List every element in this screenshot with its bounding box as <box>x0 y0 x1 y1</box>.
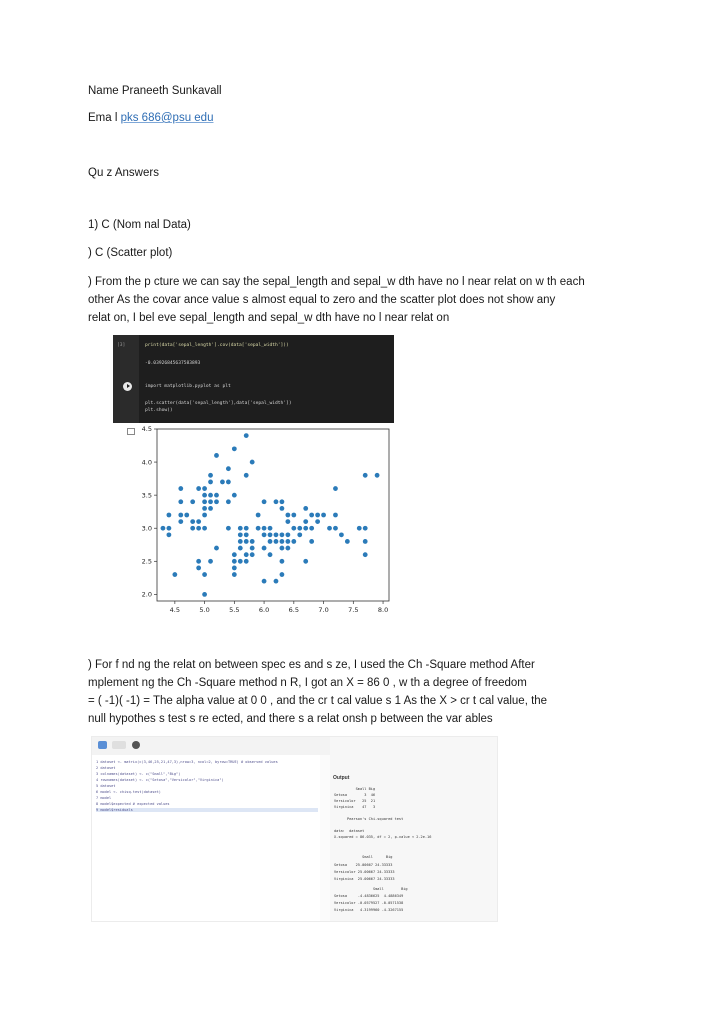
scatter-point <box>190 499 195 504</box>
output-line: Setosa -4.4836625 4.4886349 <box>334 894 404 898</box>
rstudio-screenshot <box>91 736 498 922</box>
scatter-point <box>232 446 237 451</box>
scatter-point <box>280 559 285 564</box>
x-tick-label: 7.0 <box>318 606 329 614</box>
scatter-point <box>262 579 267 584</box>
scatter-point <box>190 526 195 531</box>
scatter-point <box>226 480 231 485</box>
scatter-point <box>196 526 201 531</box>
scatter-point <box>375 473 380 478</box>
scatter-point <box>303 506 308 511</box>
scatter-point <box>363 539 368 544</box>
answer-4 <box>88 656 628 728</box>
scatter-point <box>268 526 273 531</box>
scatter-point <box>280 539 285 544</box>
scatter-point <box>238 559 243 564</box>
answer-2: ) C (Scatter plot) <box>88 247 173 259</box>
scatter-point <box>226 499 231 504</box>
scatter-point <box>202 526 207 531</box>
y-tick-label: 3.5 <box>141 491 152 500</box>
scatter-point <box>166 513 171 518</box>
scatter-point <box>232 572 237 577</box>
scatter-point <box>244 559 249 564</box>
code-cell-1[interactable] <box>113 335 394 377</box>
scatter-point <box>250 460 255 465</box>
answer-3 <box>88 273 628 327</box>
scatter-point <box>285 539 290 544</box>
scatter-point <box>244 552 249 557</box>
scatter-point <box>291 513 296 518</box>
y-tick-label: 4.5 <box>141 425 152 434</box>
email-label: Ema l <box>88 112 121 124</box>
scatter-point <box>256 526 261 531</box>
scatter-point <box>202 513 207 518</box>
output-line: Small Big <box>334 787 376 791</box>
dropdown-icon[interactable] <box>112 741 126 749</box>
scatter-point <box>274 532 279 537</box>
scatter-point <box>214 453 219 458</box>
code-line: 2 dataset <box>96 766 116 770</box>
scatter-point <box>232 566 237 571</box>
code-line: 9 model$residuals <box>96 808 318 812</box>
output-line: Setosa 25.00667 24.33333 <box>334 863 393 867</box>
scatter-point <box>285 513 290 518</box>
answer-1: 1) C (Nom nal Data) <box>88 219 191 231</box>
code-cell-2[interactable] <box>113 377 394 423</box>
scatter-point <box>238 532 243 537</box>
output-line: Small Big <box>334 855 393 859</box>
answer-3-line: ) From the p cture we can say the sepal_length and sepal_w dth have no l near relat on w th each <box>88 276 585 288</box>
scatter-point <box>202 572 207 577</box>
scatter-point <box>274 579 279 584</box>
output-panel <box>330 737 497 921</box>
scatter-point <box>244 539 249 544</box>
scatter-point <box>244 532 249 537</box>
output-line: Virginica 4.3199960 -4.3267155 <box>334 908 404 912</box>
email-link[interactable]: pks 686@psu edu <box>120 112 214 124</box>
scatter-point <box>202 499 207 504</box>
output-line: Versicolor 25 21 <box>334 799 376 803</box>
section-title: Qu z Answers <box>88 167 159 179</box>
scatter-point <box>238 526 243 531</box>
scatter-point <box>303 559 308 564</box>
output-line: Virginica 25.00667 24.33333 <box>334 877 395 881</box>
email-line <box>88 112 213 124</box>
scatter-point <box>285 532 290 537</box>
scatter-point <box>268 552 273 557</box>
scatter-point <box>250 552 255 557</box>
output-line: Virginica 47 3 <box>334 805 376 809</box>
scatter-point <box>226 526 231 531</box>
x-tick-label: 7.5 <box>348 606 359 614</box>
info-icon[interactable] <box>132 741 140 749</box>
scatter-point <box>327 526 332 531</box>
scatter-point <box>262 526 267 531</box>
output-line: Setosa 3 46 <box>334 793 376 797</box>
scatter-point <box>244 433 249 438</box>
cell-number: [3] <box>117 343 126 348</box>
y-tick-label: 3.0 <box>141 524 152 533</box>
scatter-point <box>184 513 189 518</box>
scatter-point <box>196 519 201 524</box>
y-tick-label: 4.0 <box>141 458 152 467</box>
scatter-point <box>232 552 237 557</box>
scatter-point <box>280 572 285 577</box>
scatter-point <box>166 532 171 537</box>
scatter-point <box>202 506 207 511</box>
scatter-point <box>244 526 249 531</box>
scatter-point <box>178 513 183 518</box>
scatter-point <box>208 559 213 564</box>
scatter-point <box>208 480 213 485</box>
code-editor[interactable] <box>92 755 320 921</box>
scatter-point <box>232 493 237 498</box>
scatter-point <box>250 546 255 551</box>
y-tick-label: 2.5 <box>141 557 152 566</box>
scatter-point <box>196 566 201 571</box>
scatter-point <box>262 499 267 504</box>
cell-2-line-2: plt.scatter(data['sepal_length'],data['sepal_width']) <box>145 401 292 406</box>
code-line: 3 colnames(dataset) <- c("Small","Big") <box>96 772 181 776</box>
scatter-point <box>226 466 231 471</box>
scatter-point <box>244 473 249 478</box>
scatter-point <box>268 532 273 537</box>
output-title: Output <box>333 775 350 781</box>
scatter-point <box>357 526 362 531</box>
scatter-point <box>280 499 285 504</box>
scatter-point <box>339 532 344 537</box>
scatter-point <box>178 519 183 524</box>
scatter-point <box>280 532 285 537</box>
scatter-point <box>333 513 338 518</box>
cell-2-line-3: plt.show() <box>145 408 173 413</box>
scatter-point <box>190 519 195 524</box>
scatter-point <box>202 592 207 597</box>
y-tick-label: 2.0 <box>141 590 152 599</box>
scatter-point <box>363 526 368 531</box>
plot-frame <box>157 429 389 601</box>
scatter-point <box>363 552 368 557</box>
scatter-point <box>202 493 207 498</box>
scatter-point <box>309 513 314 518</box>
code-line: 7 model <box>96 796 112 800</box>
scatter-point <box>274 499 279 504</box>
scatter-point <box>238 546 243 551</box>
scatter-point <box>321 513 326 518</box>
scatter-point <box>345 539 350 544</box>
scatter-point <box>315 519 320 524</box>
scatter-point <box>285 519 290 524</box>
x-tick-label: 8.0 <box>377 606 389 614</box>
scatter-point <box>208 493 213 498</box>
scatter-point <box>172 572 177 577</box>
scatter-point <box>220 480 225 485</box>
scatter-point <box>309 539 314 544</box>
output-line: Small Big <box>334 887 408 891</box>
scatter-point <box>232 559 237 564</box>
output-line: X-squared = 86.035, df = 2, p-value < 2.2e-16 <box>334 835 432 839</box>
answer-4-line: ) For f nd ng the relat on between spec es and s ze, I used the Ch -Square method After <box>88 659 535 671</box>
r-logo-icon[interactable] <box>98 741 107 749</box>
scatter-point <box>166 526 171 531</box>
scatter-point <box>280 546 285 551</box>
scatter-point <box>262 546 267 551</box>
scatter-point <box>268 539 273 544</box>
answer-4-line: mplement ng the Ch -Square method n R, I got an X = 86 0 , w th a degree of freedom <box>88 677 527 689</box>
scatter-point <box>309 526 314 531</box>
scatter-point <box>208 506 213 511</box>
colab-screenshot <box>113 335 394 623</box>
scatter-plot <box>131 425 394 621</box>
output-line: Versicolor 25.00667 24.33333 <box>334 870 395 874</box>
code-line: 4 rownames(dataset) <- c("Setosa","Versicolor","Virginica") <box>96 778 224 782</box>
scatter-point <box>297 532 302 537</box>
output-line: Versicolor -0.0579527 -0.0571538 <box>334 901 404 905</box>
answer-3-line: relat on, I bel eve sepal_length and sepal_w dth have no l near relat on <box>88 312 450 324</box>
scatter-point <box>333 486 338 491</box>
cell-2-line-1: import matplotlib.pyplot as plt <box>145 384 231 389</box>
scatter-point <box>291 539 296 544</box>
output-line: data: dataset <box>334 829 365 833</box>
scatter-point <box>250 539 255 544</box>
scatter-point <box>256 513 261 518</box>
scatter-point <box>202 486 207 491</box>
answer-4-line: null hypothes s test s re ected, and there s a relat onsh p between the var ables <box>88 713 493 725</box>
scatter-point <box>214 546 219 551</box>
output-line: Pearson's Chi-squared test <box>334 817 404 821</box>
scatter-point <box>178 499 183 504</box>
cell-gutter <box>113 335 139 377</box>
scatter-point <box>303 526 308 531</box>
code-line: 8 model$expected # expected values <box>96 802 170 806</box>
cell-1-output: -0.03926845637583893 <box>145 361 201 366</box>
scatter-point <box>214 499 219 504</box>
scatter-point <box>208 499 213 504</box>
code-line: 6 model <- chisq.test(dataset) <box>96 790 161 794</box>
scatter-point <box>262 532 267 537</box>
x-tick-label: 6.0 <box>258 606 270 614</box>
scatter-point <box>274 539 279 544</box>
answer-3-line: other As the covar ance value s almost equal to zero and the scatter plot does not show any <box>88 294 556 306</box>
scatter-point <box>208 473 213 478</box>
scatter-point <box>303 519 308 524</box>
student-name: Name Praneeth Sunkavall <box>88 85 222 97</box>
x-tick-label: 5.5 <box>229 606 240 614</box>
scatter-point <box>363 473 368 478</box>
scatter-point <box>291 526 296 531</box>
scatter-point <box>315 513 320 518</box>
x-tick-label: 5.0 <box>199 606 210 614</box>
scatter-point <box>333 526 338 531</box>
code-line: 1 dataset <- matrix(c(3,46,25,21,47,3),nrow=3, ncol=2, byrow=TRUE) # observed values <box>96 760 278 764</box>
scatter-point <box>280 506 285 511</box>
scatter-point <box>161 526 166 531</box>
scatter-point <box>238 539 243 544</box>
cell-1-code: print(data['sepal_length'].cov(data['sepal_width'])) <box>145 343 289 348</box>
scatter-point <box>196 486 201 491</box>
x-tick-label: 4.5 <box>169 606 181 614</box>
run-cell-icon[interactable] <box>123 382 132 391</box>
answer-4-line: = ( -1)( -1) = The alpha value at 0 0 , and the cr t cal value s 1 As the X > cr t cal value, the <box>88 695 548 707</box>
scatter-point <box>196 559 201 564</box>
scatter-point <box>214 493 219 498</box>
scatter-point <box>178 486 183 491</box>
x-tick-label: 6.5 <box>288 606 299 614</box>
scatter-point <box>285 546 290 551</box>
scatter-point <box>297 526 302 531</box>
code-line: 5 dataset <box>96 784 116 788</box>
